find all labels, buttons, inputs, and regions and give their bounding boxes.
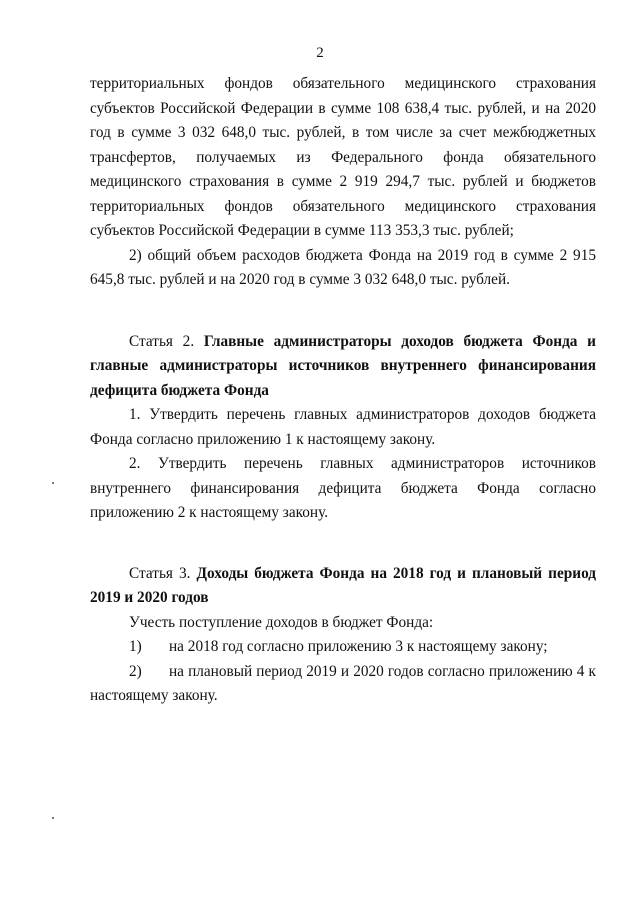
page-number: 2: [316, 45, 324, 61]
article-3-item-1: [90, 635, 596, 660]
spacer: [90, 526, 596, 562]
article-3-heading: [90, 562, 596, 611]
article-3-item-2: [90, 660, 596, 709]
article-2-lead: Статья 2.: [129, 332, 195, 350]
list-text: на плановый период 2019 и 2020 годов согласно приложению 4 к настоящему закону.: [90, 662, 596, 704]
scan-margin-mark: [52, 817, 54, 819]
article-2-item-1: 1. Утвердить перечень главных администраторов доходов бюджета Фонда согласно приложению 1 к настоящему закону.: [90, 406, 596, 448]
list-text: на 2018 год согласно приложению 3 к настоящему закону;: [169, 638, 548, 655]
paragraph-expenses: 2) общий объем расходов бюджета Фонда на 2019 год в сумме 2 915 645,8 тыс. рублей и на 2020 год в сумме 3 032 648,0 тыс. рублей.: [90, 246, 596, 288]
list-number: 2): [129, 662, 142, 680]
spacer: [90, 293, 596, 330]
article-2-item-2: 2. Утвердить перечень главных администраторов источников внутреннего финансирования дефицита бюджета Фонда согласно приложению 2 к настоящему закону.: [90, 455, 596, 521]
document-body: [90, 72, 596, 709]
article-2-title: Главные администраторы доходов бюджета Фонда и главные администраторы источников внутреннего финансирования дефицита бюджета Фонда: [90, 332, 596, 399]
list-number: 1): [129, 638, 142, 655]
article-2-heading: [90, 330, 596, 404]
scan-margin-mark: [52, 482, 54, 484]
article-3-title: Доходы бюджета Фонда на 2018 год и плановый период 2019 и 2020 годов: [90, 564, 597, 606]
article-3-intro: Учесть поступление доходов в бюджет Фонда:: [129, 613, 434, 631]
article-3-lead: Статья 3.: [129, 564, 191, 582]
paragraph-continuation: территориальных фондов обязательного медицинского страхования субъектов Российской Федерации в сумме 108 638,4 тыс. рублей, и на 2020 год в сумме 3 032 648,0 тыс. рублей, в том числе за счет межбюджетных трансфертов, получаемых из Федерального фонда обязательного медицинского страхования в сумме 2 919 294,7 тыс. рублей и бюджетов территориальных фондов обязательного медицинского страхования субъектов Российской Федерации в сумме 113 353,3 тыс. рублей;: [90, 75, 596, 239]
